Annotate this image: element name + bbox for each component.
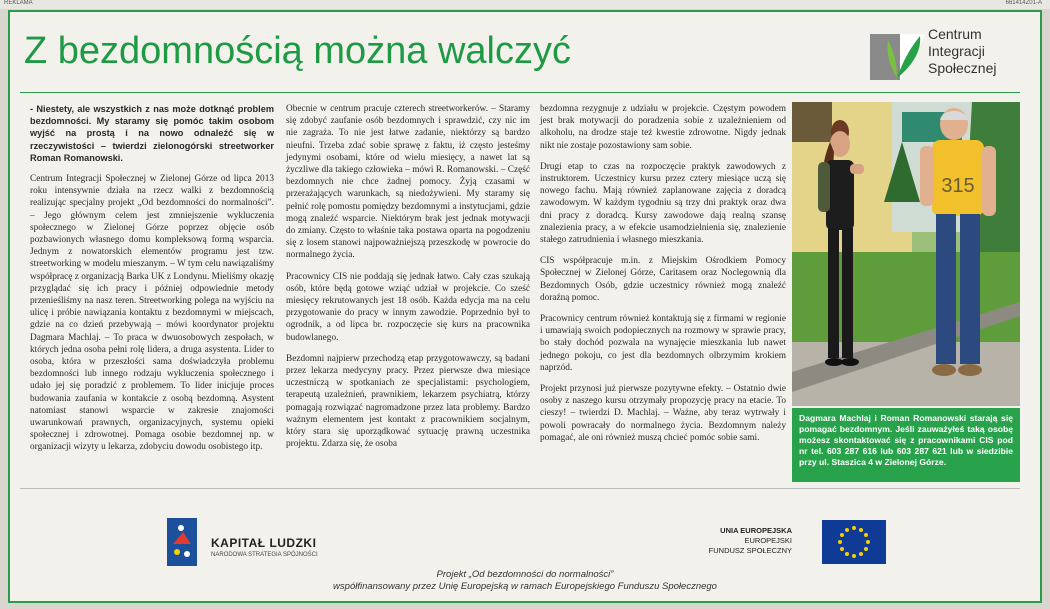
kapital-ludzki-emblem-icon bbox=[165, 514, 205, 570]
kapital-ludzki-title: KAPITAŁ LUDZKI bbox=[211, 536, 317, 550]
footer-line-2: współfinansowany przez Unię Europejską w ramach Europejskiego Funduszu Społecznego bbox=[333, 581, 717, 592]
photo-illustration bbox=[792, 102, 1020, 406]
column-3-paragraph-3: CIS współpracuje m.in. z Miejskim Ośrodkiem Pomocy Społecznej w Zielonej Górze, Caritasem oraz Noclegownią dla Bezdomnych Osób, gdzie uczestnicy również mogą znaleźć doraźną pomoc. bbox=[540, 256, 786, 303]
eu-logo-text bbox=[709, 526, 792, 556]
page-top-strip bbox=[0, 0, 1050, 9]
section-tag: REKLAMA bbox=[4, 0, 33, 6]
kapital-ludzki-logo bbox=[165, 514, 318, 575]
article-column-2 bbox=[286, 103, 530, 459]
cis-logo bbox=[870, 22, 1030, 88]
column-3-paragraph-2: Drugi etap to czas na rozpoczęcie praktyk zawodowych z instruktorem. Uczestnicy kursu przez cztery miesiące uczą się nowego fachu. Mają również zaplanowane zajęcia z doradcą zawodowym. W każdym tygodniu są trzy dni praktyk oraz dwa dni pracy z doradcą. Kursy zawodowe dają realną szansę znalezienia pracy, a w efekcie usamodzielnienia się, znalezienie stałego zatrudnienia i własnego mieszkania. bbox=[540, 161, 786, 246]
ad-code: 661414Z01-A bbox=[1005, 0, 1042, 6]
article-photo bbox=[792, 102, 1020, 406]
cis-logo-mark-icon bbox=[870, 28, 926, 82]
column-3-paragraph-4: Pracownicy centrum również kontaktują się z firmami w regionie i umawiają swoich podopiecznych na rozmowy w sprawie pracy, bo stały dochód pozwala na wynajęcie mieszkania lub nawet jednego pokoju, co jest dla bezdomnych olbrzymim krokiem naprzód. bbox=[540, 314, 786, 373]
eu-line-2: EUROPEJSKI bbox=[744, 536, 792, 545]
column-1-paragraph: Centrum Integracji Społecznej w Zielonej Górze od lipca 2013 roku intensywnie działa na rzecz walki z bezdomnością realizując specjalny projekt „Od bezdomności do normalności”. – Jego głównym celem jest zmniejszenie wykluczenia społecznego w Zielonej Górze poprzez objęcie osób pozbawionych własnego domu kompleksową formą wsparcia. Jednym z nowatorskich elementów programu jest tzw. streetworking w modelu mieszanym. – W tym celu nawiązaliśmy współpracę z organizacją Barka UK z Londynu. Mieliśmy okazję przyglądać się ich pracy i później odpowiednie metody przenieśliśmy na nasz teren. Streetworking polega na wyjściu na ulicę i próbie nawiązania kontaktu z bezdomnymi w miejscach, gdzie na co dzień przebywają – mówi koordynator projektu Dagmara Machlaj. – To praca w dwuosobowych zespołach, w których jedna osoba pełni rolę lidera, a druga asystenta. Lider to osoba, która w przeszłości sama doświadczyła problemu bezdomności lub innego rodzaju wykluczenia społecznego i udało jej się poradzić z problemem. To lider inicjuje proces budowania zaufania w kontakcie z osobą bezdomną. Asystent natomiast stanowi wsparcie w zakresie znajomości uwarunkowań prawnych, organizacyjnych, systemu opieki społecznej i zdrowotnej. Pomaga osobie bezdomnej np. w organizacji wizyty u lekarza, zdobyciu dowodu osobistego itp. bbox=[30, 174, 274, 453]
project-footer bbox=[0, 569, 1050, 593]
footer-divider bbox=[20, 488, 1020, 489]
eu-flag-icon bbox=[822, 520, 886, 564]
column-3-paragraph-5: Projekt przynosi już pierwsze pozytywne efekty. – Ostatnio dwie osoby z naszego kursu otrzymały propozycję pracy na etacie. To cieszy! – twierdzi D. Machlaj. – Ważne, aby teraz wytrwały i powoli powracały do normalnego życia. Bezdomnym należy pomagać, ale oni również muszą chcieć pomóc sobie sami. bbox=[540, 384, 786, 443]
eu-line-1: UNIA EUROPEJSKA bbox=[720, 526, 792, 535]
article-headline: Z bezdomnością można walczyć bbox=[24, 30, 571, 72]
photo-caption: Dagmara Machlaj i Roman Romanowski starają się pomagać bezdomnym. Jeśli zauważyłeś taką osobę możesz skontaktować się z pracownikami CIS pod nr tel. 603 287 616 lub 603 287 621 lub w siedzibie przy ul. Staszica 4 w Zielonej Górze. bbox=[792, 408, 1020, 482]
kapital-ludzki-subtitle: NARODOWA STRATEGIA SPÓJNOŚCI bbox=[211, 552, 318, 558]
eu-logo bbox=[680, 520, 910, 570]
cis-logo-text bbox=[928, 26, 997, 77]
column-2-paragraph-3: Bezdomni najpierw przechodzą etap przygotowawczy, są badani przez lekarza medycyny pracy. Przez pierwsze dwa miesiące uczestniczą w spotkaniach ze specjalistami: psychologiem, terapeutą uzależnień, prawnikiem, lekarzem psychiatrą, którzy pomagają rozwiązać nagromadzone przez lata problemy. Bardzo ważnym elementem jest kontakt z pracownikiem socjalnym, który stara się uporządkować sytuację prawną uczestnika projektu. Zdarza się, że osoba bbox=[286, 353, 530, 450]
column-3-paragraph-1: bezdomna rezygnuje z udziału w projekcie. Częstym powodem jest brak motywacji do poradzenia sobie z uzależnieniem od alkoholu, na drodze staje też kwestie zdrowotne. Nigdy jednak nikt nie zostaje pozostawiony sam sobie. bbox=[540, 104, 786, 151]
article-lead: - Niestety, ale wszystkich z nas może dotknąć problem bezdomności. My staramy się pomóc takim osobom wyjść na prostą i na nowo odnaleźć się w rzeczywistości – twierdzi zielonogórski streetworker Roman Romanowski. bbox=[30, 104, 274, 163]
shirt-number: 315 bbox=[941, 175, 975, 197]
article-column-3 bbox=[540, 103, 786, 453]
footer-line-1: Projekt „Od bezdomności do normalności” bbox=[436, 569, 614, 580]
headline-divider bbox=[20, 92, 1020, 93]
column-2-paragraph-1: Obecnie w centrum pracuje czterech streetworkerów. – Staramy się zdobyć zaufanie osób bezdomnych i sprawdzić, czy nic im nie zagraża. To nie jest łatwe zadanie, niektórzy są bardzo nieufni. Trzeba zdać sobie sprawę z faktu, iż często jesteśmy jedynymi osobami, które od wielu miesięcy, a nawet lat są życzliwe dla takiego człowieka – mówi R. Romanowski. – Część bezdomnych nie chce żadnej pomocy. Żyją czasami w przerażających warunkach, są niedożywieni. My staramy się pełnić rolę pomostu pomiędzy bezdomnymi a instytucjami, gdzie mogą znaleźć wsparcie. Niektórym brak jest jednak motywacji do zmiany. Często to właśnie taka postawa oparta na pogodzeniu się z losem stanowi najpoważniejszą przeszkodę w powrocie do normalnego życia. bbox=[286, 104, 530, 261]
logo-line-2: Integracji bbox=[928, 43, 985, 59]
eu-line-3: FUNDUSZ SPOŁECZNY bbox=[708, 546, 792, 555]
logo-line-3: Społecznej bbox=[928, 60, 997, 76]
article-column-1 bbox=[30, 103, 274, 463]
column-2-paragraph-2: Pracownicy CIS nie poddają się jednak łatwo. Cały czas szukają osób, które będą gotowe wziąć udział w projekcie. Co sześć miesięcy rekrutowanych jest 18 osób. Każda edycja ma na celu przygotowanie do pracy w innym zawodzie. Poprzednio był to ogrodnik, a od lipca br. rozpoczęcie się kurs na pracownika budowlanego. bbox=[286, 271, 530, 343]
logo-line-1: Centrum bbox=[928, 26, 982, 42]
